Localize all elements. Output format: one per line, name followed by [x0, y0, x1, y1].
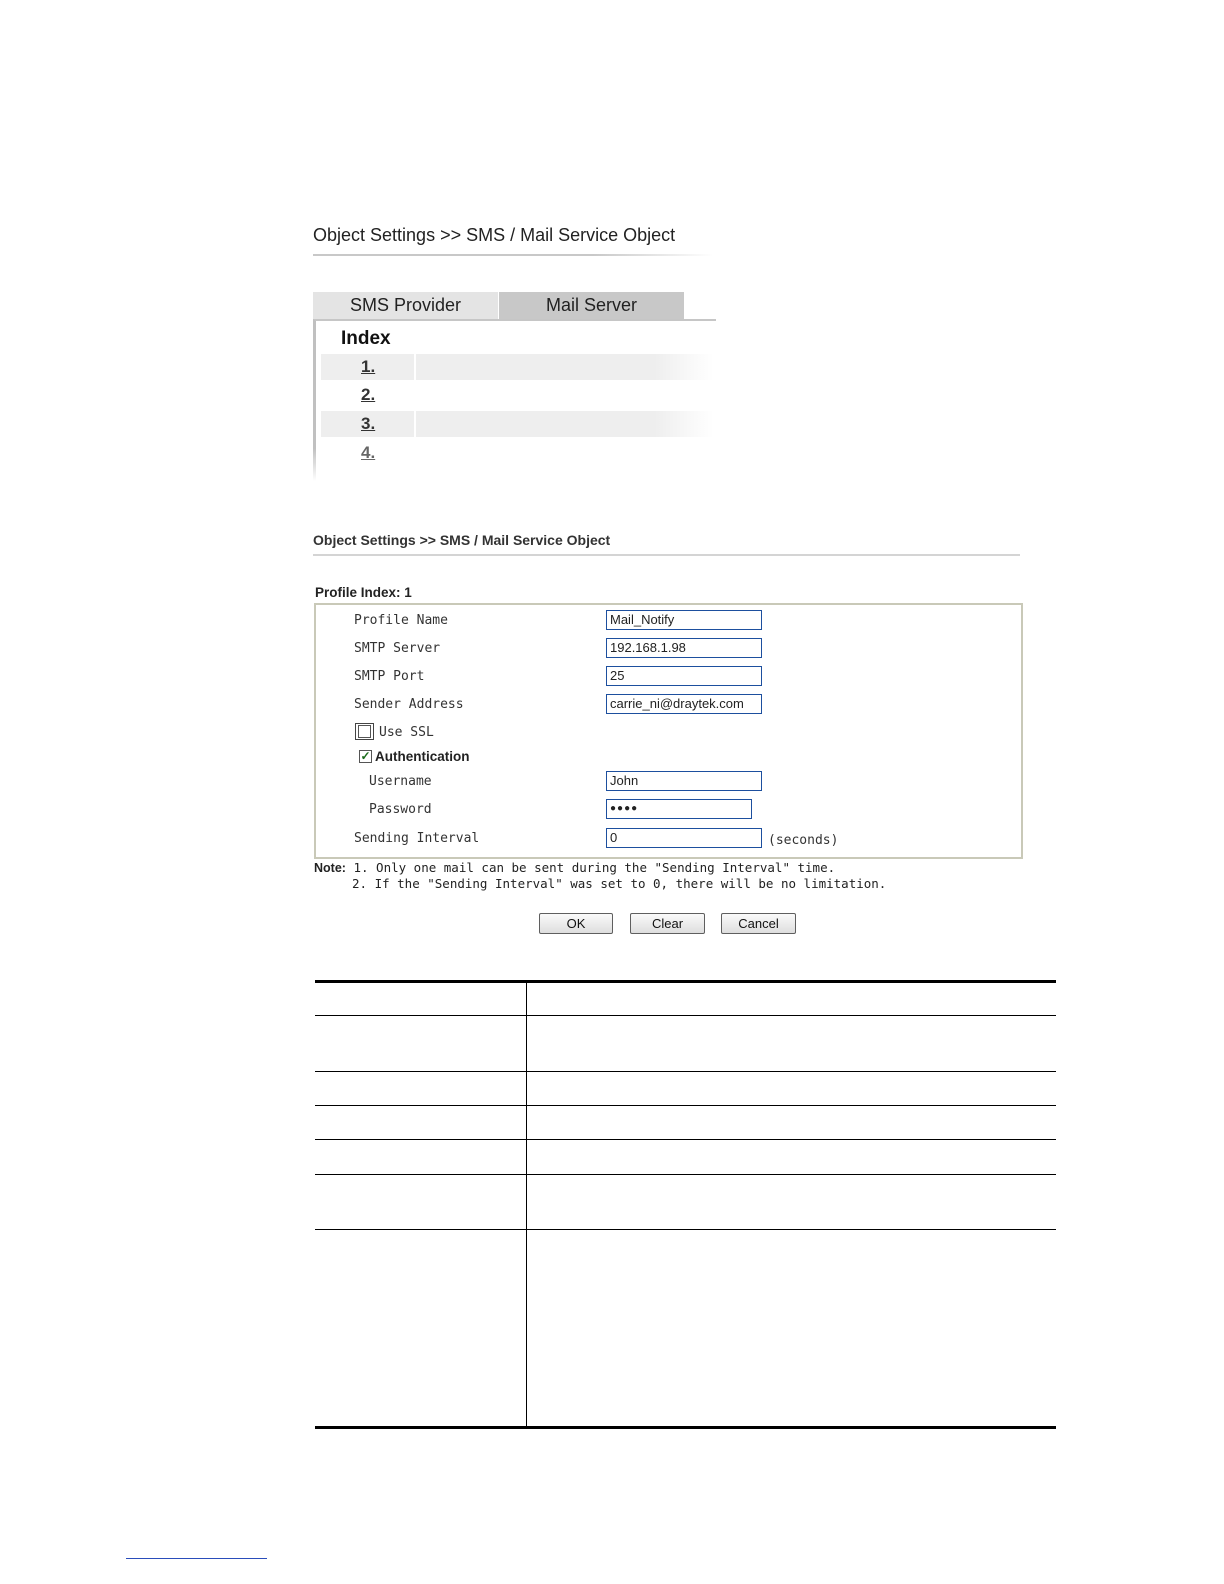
table-top-border	[315, 980, 1056, 983]
profile-name-label: Profile Name	[354, 613, 448, 628]
list-item	[321, 440, 713, 466]
table-row-divider	[315, 1105, 1056, 1106]
tab-sms-provider[interactable]: SMS Provider	[313, 292, 498, 319]
table-row-divider	[315, 1174, 1056, 1175]
index-link-2[interactable]: 2.	[361, 385, 376, 404]
tab-mail-server[interactable]: Mail Server	[499, 292, 684, 319]
smtp-port-input[interactable]: 25	[606, 666, 762, 686]
divider	[313, 554, 1020, 556]
table-row-divider	[315, 1015, 1056, 1016]
use-ssl-checkbox[interactable]	[355, 723, 374, 740]
username-label: Username	[369, 774, 432, 789]
ok-button[interactable]: OK	[539, 913, 613, 934]
table-bottom-border	[315, 1426, 1056, 1429]
note-text	[314, 860, 886, 892]
profile-name-input[interactable]: Mail_Notify	[606, 610, 762, 630]
note-prefix: Note:	[314, 861, 346, 875]
seconds-unit-label: (seconds)	[768, 833, 839, 848]
sending-interval-label: Sending Interval	[354, 831, 480, 846]
note-line-2: 2. If the "Sending Interval" was set to 0, there will be no limitation.	[352, 876, 887, 891]
table-row-divider	[315, 1071, 1056, 1072]
username-input[interactable]: John	[606, 771, 762, 791]
password-label: Password	[369, 802, 432, 817]
password-input[interactable]: ●●●●	[606, 799, 752, 819]
note-line-1: 1. Only one mail can be sent during the "Sending Interval" time.	[345, 860, 836, 875]
sending-interval-input[interactable]: 0	[606, 828, 762, 848]
cancel-button[interactable]: Cancel	[721, 913, 796, 934]
smtp-port-label: SMTP Port	[354, 669, 425, 684]
index-link-1[interactable]: 1.	[361, 357, 376, 376]
table-row-divider	[315, 1229, 1056, 1230]
list-item	[321, 411, 713, 437]
use-ssl-label: Use SSL	[379, 725, 434, 740]
clear-button[interactable]: Clear	[630, 913, 705, 934]
sender-address-input[interactable]: carrie_ni@draytek.com	[606, 694, 762, 714]
smtp-server-input[interactable]: 192.168.1.98	[606, 638, 762, 658]
footer-link-underline	[126, 1558, 267, 1559]
authentication-label: Authentication	[375, 749, 470, 764]
list-item	[321, 382, 713, 408]
breadcrumb: Object Settings >> SMS / Mail Service Object	[313, 532, 611, 548]
sender-address-label: Sender Address	[354, 697, 464, 712]
breadcrumb: Object Settings >> SMS / Mail Service Object	[313, 225, 676, 245]
index-link-4[interactable]: 4.	[361, 443, 376, 462]
index-column-header: Index	[341, 328, 391, 349]
profile-index-title: Profile Index: 1	[315, 585, 412, 600]
authentication-checkbox[interactable]: ✓	[360, 749, 371, 763]
table-column-divider	[526, 983, 527, 1426]
divider	[313, 254, 713, 256]
smtp-server-label: SMTP Server	[354, 641, 441, 656]
table-row-divider	[315, 1139, 1056, 1140]
index-link-3[interactable]: 3.	[361, 414, 376, 433]
list-item	[321, 354, 713, 380]
